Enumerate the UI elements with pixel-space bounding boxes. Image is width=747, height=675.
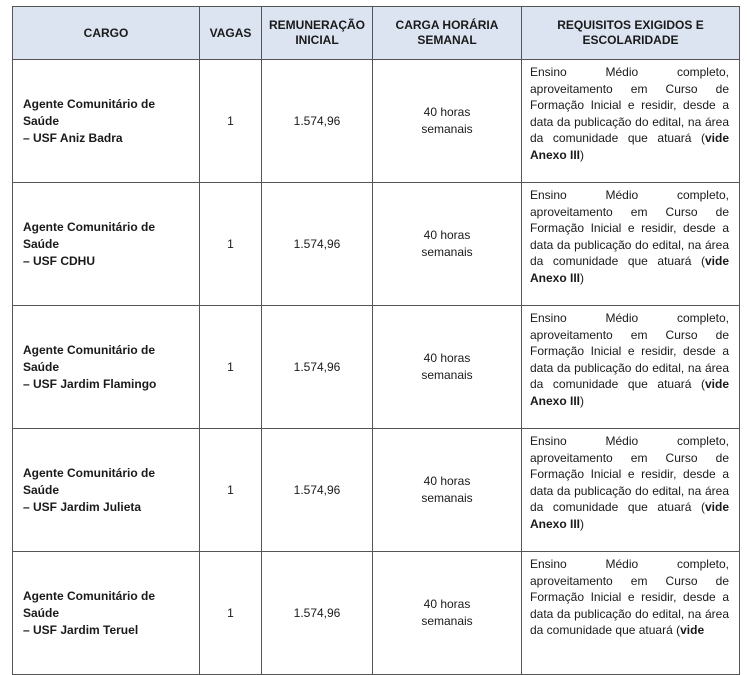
carga-cell: [373, 552, 522, 675]
requisitos-annex-ref: vide: [680, 623, 705, 637]
vacancies-table: [12, 6, 740, 675]
carga-line: 40 horas: [423, 228, 471, 242]
carga-line: 40 horas: [423, 105, 471, 119]
header-carga: CARGA HORÁRIA SEMANAL: [373, 7, 522, 60]
cargo-line: Agente Comunitário de Saúde: [23, 219, 156, 251]
remuneracao-cell: 1.574,96: [262, 306, 373, 429]
requisitos-text: Ensino Médio completo, aproveitamento em Curso de Formação Inicial e residir, desde a data da publicação do edital, na área da comunidade que atuará (: [530, 65, 729, 145]
requisitos-cell: [522, 183, 740, 306]
carga-cell: [373, 183, 522, 306]
remuneracao-cell: 1.574,96: [262, 60, 373, 183]
table-row: [13, 306, 740, 429]
cargo-cell: [13, 552, 200, 675]
carga-line: 40 horas: [423, 351, 471, 365]
table-header-row: [13, 7, 740, 60]
carga-line: semanais: [421, 122, 473, 136]
table-row: [13, 552, 740, 675]
header-remuneracao: REMUNERAÇÃO INICIAL: [262, 7, 373, 60]
requisitos-end: ): [580, 393, 585, 408]
cargo-location: – USF CDHU: [23, 253, 96, 268]
cargo-cell: [13, 183, 200, 306]
requisitos-end: ): [580, 147, 585, 162]
carga-line: semanais: [421, 245, 473, 259]
carga-cell: [373, 429, 522, 552]
requisitos-text: Ensino Médio completo, aproveitamento em Curso de Formação Inicial e residir, desde a data da publicação do edital, na área da comunidade que atuará (: [530, 557, 729, 637]
header-vagas: VAGAS: [200, 7, 262, 60]
table-body: [13, 60, 740, 675]
cargo-location: – USF Jardim Flamingo: [23, 376, 157, 391]
cargo-line: Agente Comunitário de Saúde: [23, 342, 156, 374]
requisitos-annex-ref: vide Anexo III: [530, 500, 729, 531]
remuneracao-cell: 1.574,96: [262, 183, 373, 306]
vagas-cell: 1: [200, 306, 262, 429]
requisitos-annex-ref: vide Anexo III: [530, 254, 729, 285]
requisitos-text: Ensino Médio completo, aproveitamento em Curso de Formação Inicial e residir, desde a data da publicação do edital, na área da comunidade que atuará (: [530, 188, 729, 268]
requisitos-end: ): [580, 516, 585, 531]
carga-cell: [373, 60, 522, 183]
requisitos-cell: [522, 552, 740, 675]
cargo-cell: [13, 60, 200, 183]
cargo-cell: [13, 429, 200, 552]
table-row: [13, 429, 740, 552]
carga-line: 40 horas: [423, 597, 471, 611]
cargo-line: Agente Comunitário de Saúde: [23, 465, 156, 497]
vagas-cell: 1: [200, 429, 262, 552]
requisitos-cell: [522, 306, 740, 429]
table-row: [13, 183, 740, 306]
cargo-line: Agente Comunitário de Saúde: [23, 96, 156, 128]
header-cargo: CARGO: [13, 7, 200, 60]
cargo-location: – USF Jardim Teruel: [23, 622, 139, 637]
requisitos-annex-ref: vide Anexo III: [530, 377, 729, 408]
remuneracao-cell: 1.574,96: [262, 429, 373, 552]
table-row: [13, 60, 740, 183]
cargo-cell: [13, 306, 200, 429]
carga-cell: [373, 306, 522, 429]
header-requisitos: REQUISITOS EXIGIDOS E ESCOLARIDADE: [522, 7, 740, 60]
requisitos-cell: [522, 60, 740, 183]
vagas-cell: 1: [200, 552, 262, 675]
carga-line: semanais: [421, 614, 473, 628]
carga-line: semanais: [421, 491, 473, 505]
cargo-line: Agente Comunitário de Saúde: [23, 588, 156, 620]
requisitos-end: ): [580, 270, 585, 285]
carga-line: semanais: [421, 368, 473, 382]
vagas-cell: 1: [200, 60, 262, 183]
cargo-location: – USF Aniz Badra: [23, 130, 123, 145]
requisitos-annex-ref: vide Anexo III: [530, 131, 729, 162]
requisitos-cell: [522, 429, 740, 552]
cargo-location: – USF Jardim Julieta: [23, 499, 142, 514]
carga-line: 40 horas: [423, 474, 471, 488]
remuneracao-cell: 1.574,96: [262, 552, 373, 675]
vagas-cell: 1: [200, 183, 262, 306]
requisitos-text: Ensino Médio completo, aproveitamento em Curso de Formação Inicial e residir, desde a data da publicação do edital, na área da comunidade que atuará (: [530, 311, 729, 391]
requisitos-text: Ensino Médio completo, aproveitamento em Curso de Formação Inicial e residir, desde a data da publicação do edital, na área da comunidade que atuará (: [530, 434, 729, 514]
